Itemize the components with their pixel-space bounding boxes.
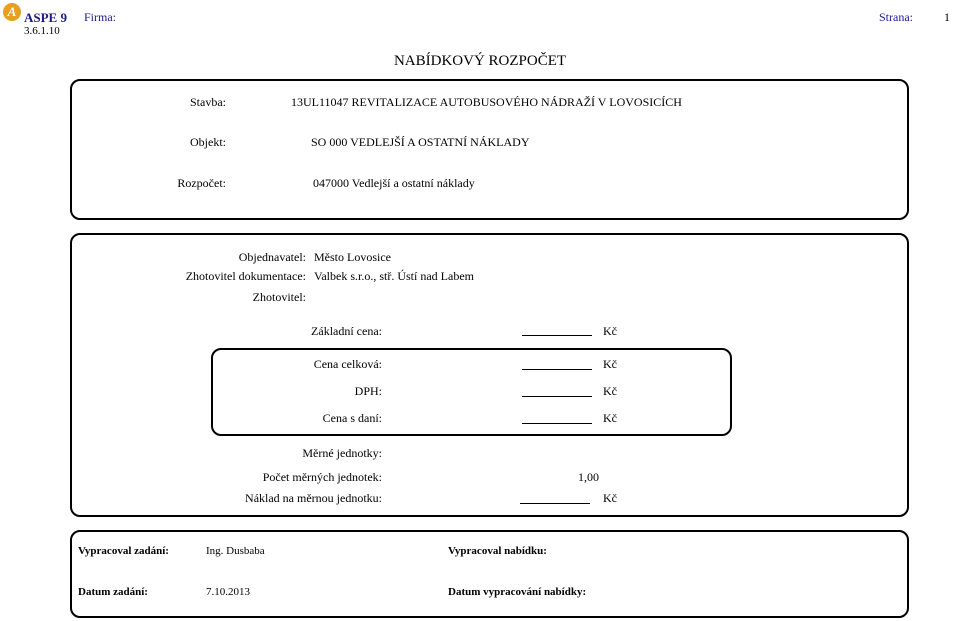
pocet-mernych-jednotek-label: Počet měrných jednotek:: [262, 470, 382, 484]
naklad-na-jednotku-label: Náklad na měrnou jednotku:: [245, 491, 382, 505]
objekt-value: SO 000 VEDLEJŠÍ A OSTATNÍ NÁKLADY: [311, 135, 530, 149]
zhotovitel-dokumentace-value: Valbek s.r.o., stř. Ústí nad Labem: [314, 269, 474, 283]
objednavatel-value: Město Lovosice: [314, 250, 391, 264]
dph-currency: Kč: [603, 384, 617, 398]
zhotovitel-dokumentace-label: Zhotovitel dokumentace:: [185, 269, 306, 283]
merne-jednotky-label: Měrné jednotky:: [302, 446, 382, 460]
cena-s-dani-blank: [522, 423, 592, 424]
cena-s-dani-currency: Kč: [603, 411, 617, 425]
objekt-label: Objekt:: [190, 135, 226, 149]
stavba-label: Stavba:: [190, 95, 226, 109]
zhotovitel-label: Zhotovitel:: [252, 290, 306, 304]
objednavatel-label: Objednavatel:: [238, 250, 306, 264]
datum-zadani-value: 7.10.2013: [206, 586, 250, 598]
zakladni-cena-currency: Kč: [603, 324, 617, 338]
naklad-na-jednotku-blank: [520, 503, 590, 504]
naklad-na-jednotku-currency: Kč: [603, 491, 617, 505]
page-title: NABÍDKOVÝ ROZPOČET: [393, 53, 567, 69]
strana-value: 1: [944, 10, 950, 24]
pocet-mernych-jednotek-value: 1,00: [578, 470, 599, 484]
cena-celkova-label: Cena celková:: [313, 357, 382, 371]
zakladni-cena-blank: [522, 335, 592, 336]
app-version: 3.6.1.10: [24, 25, 60, 37]
vypracoval-zadani-value: Ing. Dusbaba: [206, 545, 265, 557]
vypracoval-nabidku-label: Vypracoval nabídku:: [448, 545, 547, 557]
vypracoval-zadani-label: Vypracoval zadání:: [78, 545, 169, 557]
dph-blank: [522, 396, 592, 397]
app-name: ASPE 9: [24, 10, 67, 25]
aspe-logo-icon: A: [3, 3, 21, 21]
cena-s-dani-label: Cena s daní:: [322, 411, 382, 425]
firma-label: Firma:: [84, 10, 116, 24]
zakladni-cena-label: Základní cena:: [311, 324, 382, 338]
rozpocet-label: Rozpočet:: [177, 176, 226, 190]
datum-vypracovani-label: Datum vypracování nabídky:: [448, 586, 587, 598]
rozpocet-value: 047000 Vedlejší a ostatní náklady: [313, 176, 475, 190]
cena-celkova-currency: Kč: [603, 357, 617, 371]
datum-zadani-label: Datum zadání:: [78, 586, 148, 598]
strana-label: Strana:: [879, 10, 913, 24]
footer-box: [70, 530, 909, 618]
dph-label: DPH:: [354, 384, 382, 398]
stavba-value: 13UL11047 REVITALIZACE AUTOBUSOVÉHO NÁDRAŽÍ V LOVOSICÍCH: [291, 95, 682, 109]
cena-celkova-blank: [522, 369, 592, 370]
